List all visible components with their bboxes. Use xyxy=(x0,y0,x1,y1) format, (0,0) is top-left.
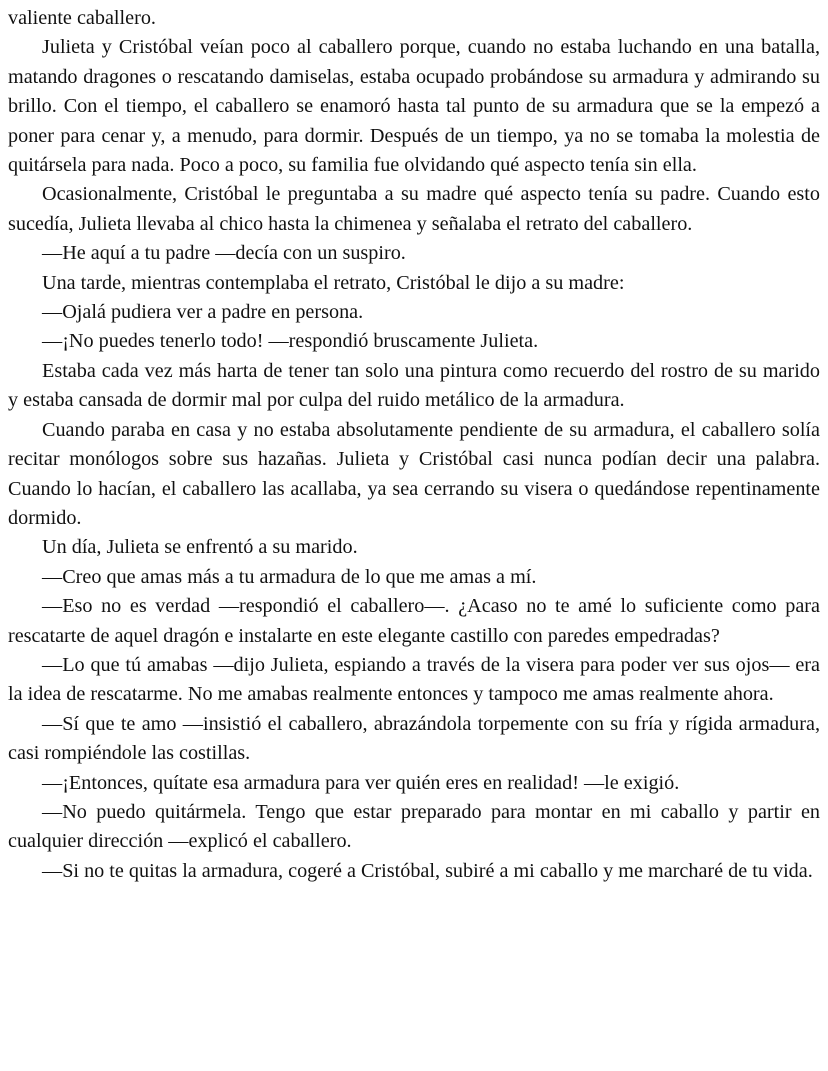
paragraph-17: —Si no te quitas la armadura, cogeré a Cristóbal, subiré a mi caballo y me marcharé de tu vida. xyxy=(42,859,813,882)
paragraph-9: Cuando paraba en casa y no estaba absolutamente pendiente de su armadura, el caballero solía recitar monólogos sobre sus hazañas. Julieta y Cristóbal casi nunca podían decir una palabra. Cuando lo hacían, el caballero las acallaba, ya sea cerrando su visera o quedándose repentinamente dormido. xyxy=(8,418,820,529)
paragraph-8: Estaba cada vez más harta de tener tan solo una pintura como recuerdo del rostro de su marido y estaba cansada de dormir mal por culpa del ruido metálico de la armadura. xyxy=(8,359,820,412)
paragraph-10: Un día, Julieta se enfrentó a su marido. xyxy=(42,536,358,559)
paragraph-4: —He aquí a tu padre —decía con un suspiro. xyxy=(42,242,406,265)
paragraph-11: —Creo que amas más a tu armadura de lo que me amas a mí. xyxy=(42,565,537,588)
paragraph-7: —¡No puedes tenerlo todo! —respondió bruscamente Julieta. xyxy=(42,330,539,353)
paragraph-13: —Lo que tú amabas —dijo Julieta, espiando a través de la visera para poder ver sus ojos— era la idea de rescatarme. No me amabas realmente entonces y tampoco me amas realmente ahora. xyxy=(8,653,820,706)
paragraph-1: valiente caballero. xyxy=(8,7,156,29)
paragraph-16: —No puedo quitármela. Tengo que estar preparado para montar en mi caballo y partir en cualquier dirección —explicó el caballero. xyxy=(8,800,820,853)
paragraph-6: —Ojalá pudiera ver a padre en persona. xyxy=(42,301,364,324)
paragraph-14: —Sí que te amo —insistió el caballero, abrazándola torpemente con su fría y rígida armadura, casi rompiéndole las costillas. xyxy=(8,712,820,765)
paragraph-5: Una tarde, mientras contemplaba el retrato, Cristóbal le dijo a su madre: xyxy=(42,271,625,294)
paragraph-15: —¡Entonces, quítate esa armadura para ver quién eres en realidad! —le exigió. xyxy=(42,771,680,794)
paragraph-3: Ocasionalmente, Cristóbal le preguntaba a su madre qué aspecto tenía su padre. Cuando esto sucedía, Julieta llevaba al chico hasta la chimenea y señalaba el retrato del caballero. xyxy=(8,183,820,235)
paragraph-2: Julieta y Cristóbal veían poco al caballero porque, cuando no estaba luchando en una batalla, matando dragones o rescatando damiselas, estaba ocupado probándose su armadura y admirando su brillo. Con el tiempo, el caballero se enamoró hasta tal punto de su armadura que se la empezó a poner para cenar y, a menudo, para dormir. Después de un tiempo, ya no se tomaba la molestia de quitársela para nada. Poco a poco, su familia fue olvidando qué aspecto tenía sin ella. xyxy=(8,36,820,177)
paragraph-12: —Eso no es verdad —respondió el caballero—. ¿Acaso no te amé lo suficiente como para rescatarte de aquel dragón e instalarte en este elegante castillo con paredes empedradas? xyxy=(8,595,820,647)
